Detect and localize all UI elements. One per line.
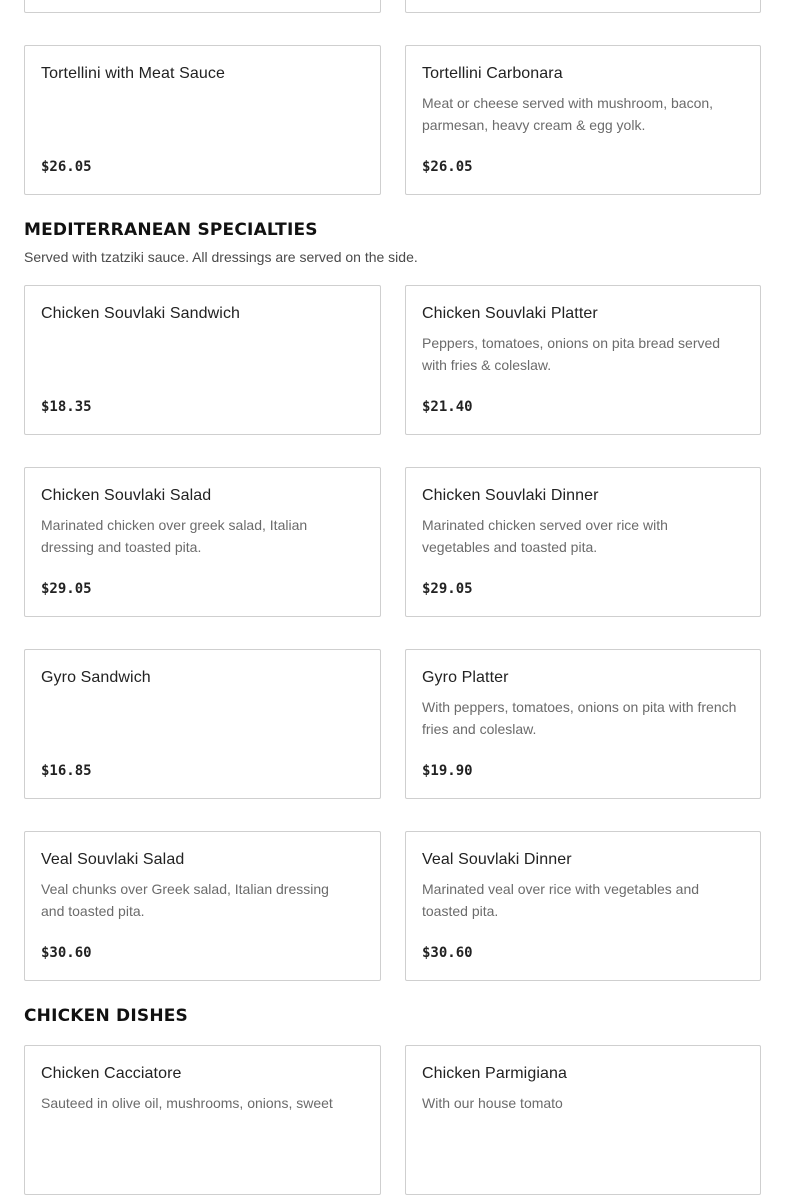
section-title: MEDITERRANEAN SPECIALTIES xyxy=(24,220,318,240)
menu-item-card[interactable] xyxy=(24,0,381,13)
menu-item-card[interactable] xyxy=(24,649,381,799)
menu-item-price: $19.90 xyxy=(422,763,473,779)
menu-item-name: Gyro Platter xyxy=(422,669,509,686)
menu-item-card[interactable] xyxy=(405,0,761,13)
mediterranean-row-3 xyxy=(24,649,761,799)
section-header-mediterranean xyxy=(24,220,318,240)
menu-item-price: $26.05 xyxy=(422,159,473,175)
menu-item-card[interactable] xyxy=(24,831,381,981)
menu-item-name: Chicken Souvlaki Platter xyxy=(422,305,598,322)
menu-item-card[interactable] xyxy=(405,467,761,617)
menu-item-card[interactable] xyxy=(24,1045,381,1195)
menu-item-name: Chicken Cacciatore xyxy=(41,1065,182,1082)
menu-item-price: $29.05 xyxy=(41,581,92,597)
menu-item-description: With peppers, tomatoes, onions on pita with french fries and coleslaw. xyxy=(422,699,737,737)
menu-item-name: Tortellini Carbonara xyxy=(422,65,563,82)
menu-item-card[interactable] xyxy=(405,1045,761,1195)
chicken-row-1 xyxy=(24,1045,761,1195)
previous-items-row xyxy=(24,0,761,13)
menu-item-card[interactable] xyxy=(24,467,381,617)
menu-item-name: Chicken Souvlaki Dinner xyxy=(422,487,599,504)
menu-item-price: $21.40 xyxy=(422,399,473,415)
menu-item-description: Marinated chicken over greek salad, Italian dressing and toasted pita. xyxy=(41,517,308,555)
menu-item-description: Marinated chicken served over rice with vegetables and toasted pita. xyxy=(422,517,668,555)
menu-item-description: With our house tomato xyxy=(422,1095,563,1111)
mediterranean-row-4 xyxy=(24,831,761,981)
mediterranean-row-2 xyxy=(24,467,761,617)
pasta-items xyxy=(24,45,761,195)
menu-item-price: $16.85 xyxy=(41,763,92,779)
menu-item-card[interactable] xyxy=(24,285,381,435)
mediterranean-row-1 xyxy=(24,285,761,435)
menu-item-description: Sauteed in olive oil, mushrooms, onions, sweet xyxy=(41,1095,333,1111)
menu-item-card[interactable] xyxy=(405,831,761,981)
menu-item-description: Meat or cheese served with mushroom, bacon, parmesan, heavy cream & egg yolk. xyxy=(422,95,714,133)
section-title: CHICKEN DISHES xyxy=(24,1006,189,1026)
menu-item-card[interactable] xyxy=(405,45,761,195)
menu-item-name: Veal Souvlaki Dinner xyxy=(422,851,572,868)
menu-item-price: $18.35 xyxy=(41,399,92,415)
menu-item-card[interactable] xyxy=(24,45,381,195)
menu-item-price: $29.05 xyxy=(422,581,473,597)
menu-item-name: Veal Souvlaki Salad xyxy=(41,851,185,868)
section-header-chicken xyxy=(24,1006,188,1026)
menu-item-description: Veal chunks over Greek salad, Italian dressing and toasted pita. xyxy=(41,881,329,919)
menu-item-price: $30.60 xyxy=(422,945,473,961)
menu-item-description: Peppers, tomatoes, onions on pita bread served with fries & coleslaw. xyxy=(422,335,721,373)
section-subtitle-wrap xyxy=(24,249,418,265)
menu-item-name: Chicken Souvlaki Sandwich xyxy=(41,305,241,322)
menu-item-name: Chicken Parmigiana xyxy=(422,1065,567,1082)
menu-item-name: Chicken Souvlaki Salad xyxy=(41,487,212,504)
menu-item-price: $30.60 xyxy=(41,945,92,961)
section-subtitle: Served with tzatziki sauce. All dressings are served on the side. xyxy=(24,249,418,265)
menu-item-description: Marinated veal over rice with vegetables and toasted pita. xyxy=(422,881,700,919)
menu-item-name: Tortellini with Meat Sauce xyxy=(41,65,226,82)
menu-item-card[interactable] xyxy=(405,649,761,799)
menu-item-price: $26.05 xyxy=(41,159,92,175)
menu-item-card[interactable] xyxy=(405,285,761,435)
menu-item-name: Gyro Sandwich xyxy=(41,669,151,686)
